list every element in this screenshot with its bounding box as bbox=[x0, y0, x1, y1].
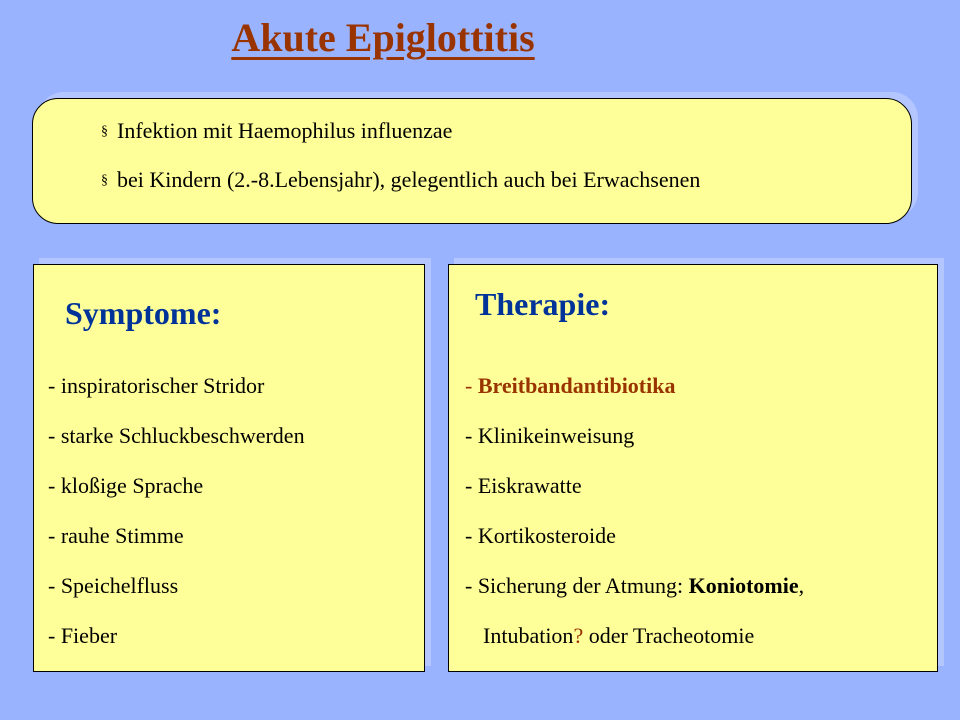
square-bullet-icon: § bbox=[101, 124, 108, 139]
therapy-heading: Therapie: bbox=[475, 286, 611, 322]
intro-list bbox=[101, 117, 700, 215]
list-item: - rauhe Stimme bbox=[48, 523, 184, 548]
list-item: - Eiskrawatte bbox=[465, 473, 582, 498]
list-item: - Klinikeinweisung bbox=[465, 423, 635, 448]
list-item: Intubation? oder Tracheotomie bbox=[483, 623, 755, 648]
list-item: - Fieber bbox=[48, 623, 118, 648]
list-item: - Breitbandantibiotika bbox=[465, 373, 676, 398]
square-bullet-icon: § bbox=[101, 173, 108, 188]
list-item: - starke Schluckbeschwerden bbox=[48, 423, 305, 448]
therapy-list bbox=[465, 361, 804, 661]
list-item: - Kortikosteroide bbox=[465, 523, 616, 548]
list-item: - kloßige Sprache bbox=[48, 473, 204, 498]
page-title: Akute Epiglottitis bbox=[231, 15, 535, 60]
list-item: - Speichelfluss bbox=[48, 573, 179, 598]
intro-box bbox=[32, 98, 912, 224]
symptoms-heading: Symptome: bbox=[65, 295, 222, 331]
symptoms-box bbox=[33, 264, 425, 672]
list-item: - inspiratorischer Stridor bbox=[48, 373, 265, 398]
list-item: - Sicherung der Atmung: Koniotomie, bbox=[465, 573, 805, 598]
symptoms-list bbox=[48, 361, 305, 661]
list-item: § bei Kindern (2.-8.Lebensjahr), gelegentlich auch bei Erwachsenen bbox=[101, 166, 700, 195]
list-item: § Infektion mit Haemophilus influenzae bbox=[101, 117, 700, 146]
therapy-box bbox=[448, 264, 938, 672]
